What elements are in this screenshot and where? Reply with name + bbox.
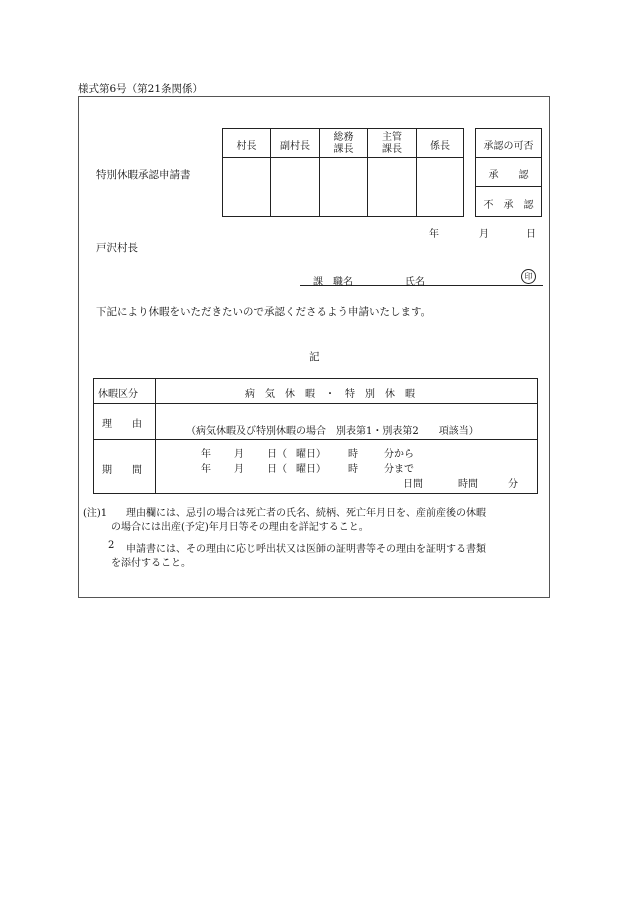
from-month: 月: [234, 449, 244, 460]
from-minute: 分から: [384, 449, 414, 460]
seal-mark: 印: [521, 269, 536, 284]
table-col-divider: [155, 378, 156, 494]
to-weekday: 曜日）: [296, 464, 326, 475]
table-row-divider-2: [93, 439, 538, 440]
to-hour: 時: [348, 464, 358, 475]
note-1-line-2: の場合には出産(予定)年月日等その理由を詳記すること。: [111, 522, 369, 533]
date-day: 日: [526, 229, 536, 240]
total-minutes: 分: [508, 479, 518, 490]
table-row-divider-1: [93, 403, 538, 404]
category-label: 休暇区分: [98, 389, 138, 400]
reason-label: 理 由: [102, 419, 142, 430]
approval-approve: 承 認: [475, 157, 542, 187]
to-day: 日（: [267, 464, 287, 475]
date-year: 年: [429, 229, 439, 240]
note-2-number: 2: [108, 540, 115, 551]
category-value: 病 気 休 暇 ・ 特 別 休 暇: [245, 389, 415, 400]
from-year: 年: [201, 449, 211, 460]
total-days: 日間: [403, 479, 423, 490]
to-month: 月: [234, 464, 244, 475]
stamp-box-section-chief: [367, 157, 417, 217]
stamp-box-deputy-mayor: [270, 157, 320, 217]
approval-header: 承認の可否: [475, 128, 542, 158]
note-2-line-2: を添付すること。: [111, 558, 191, 569]
approver-header-deputy-mayor: 副村長: [270, 128, 320, 158]
applicant-name-label: 氏名: [405, 277, 425, 288]
ki-marker: 記: [309, 351, 320, 363]
date-month: 月: [479, 229, 489, 240]
applicant-title: 課 職名: [313, 277, 353, 288]
from-hour: 時: [348, 449, 358, 460]
note-1-line-1: 理由欄には、忌引の場合は死亡者の氏名、続柄、死亡年月日を、産前産後の休暇: [126, 508, 486, 519]
reason-note: （病気休暇及び特別休暇の場合 別表第1・別表第2 項該当）: [186, 426, 479, 437]
approver-header-section-chief: 主管課長: [367, 128, 417, 158]
total-hours: 時間: [458, 479, 478, 490]
stamp-box-general-affairs: [319, 157, 368, 217]
document-title: 特別休暇承認申請書: [96, 169, 191, 181]
request-statement: 下記により休暇をいただきたいので承認くださるよう申請いたします。: [96, 306, 432, 318]
to-minute: 分まで: [384, 464, 414, 475]
stamp-box-mayor: [222, 157, 271, 217]
period-label: 期 間: [102, 465, 142, 476]
stamp-box-subsection-chief: [416, 157, 464, 217]
approver-header-subsection-chief: 係長: [416, 128, 464, 158]
to-year: 年: [201, 464, 211, 475]
form-reference: 様式第6号（第21条関係）: [78, 83, 204, 95]
from-day: 日（: [267, 449, 287, 460]
note-1-number: (注)1: [83, 508, 108, 519]
approver-header-general-affairs: 総務課長: [319, 128, 368, 158]
addressee: 戸沢村長: [96, 242, 138, 254]
approver-header-mayor: 村長: [222, 128, 271, 158]
approval-reject: 不 承 認: [475, 186, 542, 217]
from-weekday: 曜日）: [296, 449, 326, 460]
note-2-line-1: 申請書には、その理由に応じ呼出状又は医師の証明書等その理由を証明する書類: [126, 544, 486, 555]
